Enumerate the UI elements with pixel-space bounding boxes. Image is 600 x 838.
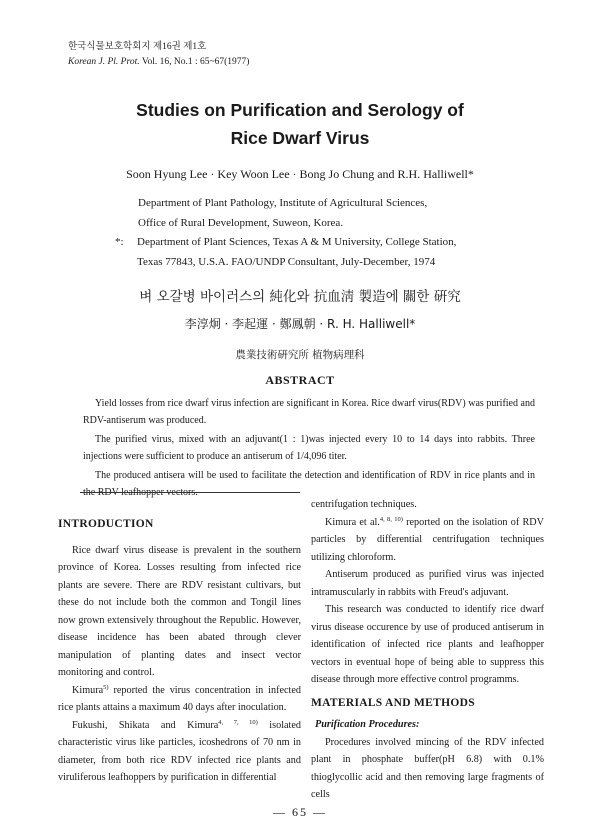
page-number: — 65 — (273, 805, 327, 819)
korean-institute: 農業技術硏究所 植物病理科 (235, 349, 365, 361)
abstract-paragraph: Yield losses from rice dwarf virus infection are significant in Korea. Rice dwarf virus(RDV) was purified and RDV-antiserum was produced. (83, 398, 535, 426)
title-line-1: Studies on Purification and Serology of (136, 100, 464, 120)
body-paragraph: This research was conducted to identify rice dwarf virus disease occurence by use of produced antiserum in identification of infected rice plants and leafhopper vectors in eventual hope of being able to suppress this disease through more effective control programms. (311, 604, 544, 685)
body-paragraph: Antiserum produced as purified virus was injected intramuscularly in rabbits with Freud's adjuvant. (311, 569, 544, 598)
abstract-paragraph: The produced antisera will be used to facilitate the detection and identification of RDV in rice plants and in the RDV leafhopper vectors. (83, 470, 535, 498)
body-paragraph: Kimura$^{5)}$ reported the virus concentration in infected rice plants attains a maximum 40 days after inoculation. (58, 683, 301, 713)
section-divider (80, 492, 300, 493)
korean-authors: 李淳炯 · 李起運 · 鄭鳳朝 · R. H. Halliwell* (184, 317, 416, 331)
right-column (311, 496, 544, 804)
citation-superscript: 4, 8, 10) (379, 515, 403, 523)
abstract-heading: ABSTRACT (265, 373, 335, 387)
left-column (58, 518, 301, 787)
affiliation-marker: *: (115, 236, 124, 248)
citation-superscript: 5) (103, 683, 109, 691)
journal-volume: Vol. 16, No.1 : 65~67(1977) (141, 57, 250, 67)
korean-title: 벼 오갈병 바이러스의 純化와 抗血淸 製造에 關한 硏究 (139, 289, 461, 305)
affiliation-secondary (115, 233, 456, 272)
body-paragraph: centrifugation techniques. (311, 499, 417, 510)
methods-heading: MATERIALS AND METHODS (311, 696, 475, 709)
body-paragraph: Rice dwarf virus disease is prevalent in the southern province of Korea. Losses resulting from infected rice plants are severe. There are RDV resistant cultivars, but these do not include both the common and Tongil lines now grown extensively throughout the Republic. However, disease incidence has been abated through clever manipulation of planting dates and insect vector monitoring and control. (58, 544, 301, 678)
introduction-heading: INTRODUCTION (58, 518, 154, 530)
journal-header (68, 40, 249, 70)
journal-citation-line (68, 55, 249, 70)
abstract-body (83, 396, 535, 504)
affiliation-primary-line-2: Office of Rural Development, Suweon, Korea. (138, 216, 344, 229)
citation-superscript: 4, 7, 10) (218, 718, 258, 726)
body-paragraph: Kimura et al.$^{4, 8, 10)}$ reported on the isolation of RDV particles by differential centrifugation techniques utilizing chloroform. (311, 515, 544, 563)
title-line-2: Rice Dwarf Virus (230, 128, 370, 148)
affiliation-primary-line-1: Department of Plant Pathology, Institute of Agricultural Sciences, (138, 197, 428, 209)
journal-name: Korean J. Pl. Prot. (68, 57, 140, 67)
abstract-paragraph: The purified virus, mixed with an adjuvant(1 : 1)was injected every 10 to 14 days into rabbits. Three injections were sufficient to produce an antiserum of 1/4,096 titer. (83, 434, 535, 462)
affiliation-secondary-line-1: Department of Plant Sciences, Texas A & M University, College Station, (137, 236, 457, 248)
author-list: Soon Hyung Lee · Key Woon Lee · Bong Jo Chung and R.H. Halliwell* (126, 167, 474, 181)
purification-subheading: Purification Procedures: (315, 719, 420, 730)
body-paragraph: Procedures involved mincing of the RDV infected plant in phosphate buffer(pH 6.8) with 0.1% thioglycollic acid and then removing large fragments of cells (311, 736, 544, 800)
affiliation-primary (138, 194, 427, 233)
affiliation-secondary-line-2: Texas 77843, U.S.A. FAO/UNDP Consultant, July-December, 1974 (137, 255, 436, 268)
journal-korean-line: 한국식물보호학회지 제16권 제1호 (68, 42, 207, 52)
body-paragraph: Fukushi, Shikata and Kimura$^{4, 7, 10)}$ isolated characteristic virus like particles, icoshedrons of 70 nm in diameter, from both rice RDV infected rice plants and viruliferous leafhoppers by purification in differential (58, 718, 301, 783)
paper-title (0, 96, 600, 152)
